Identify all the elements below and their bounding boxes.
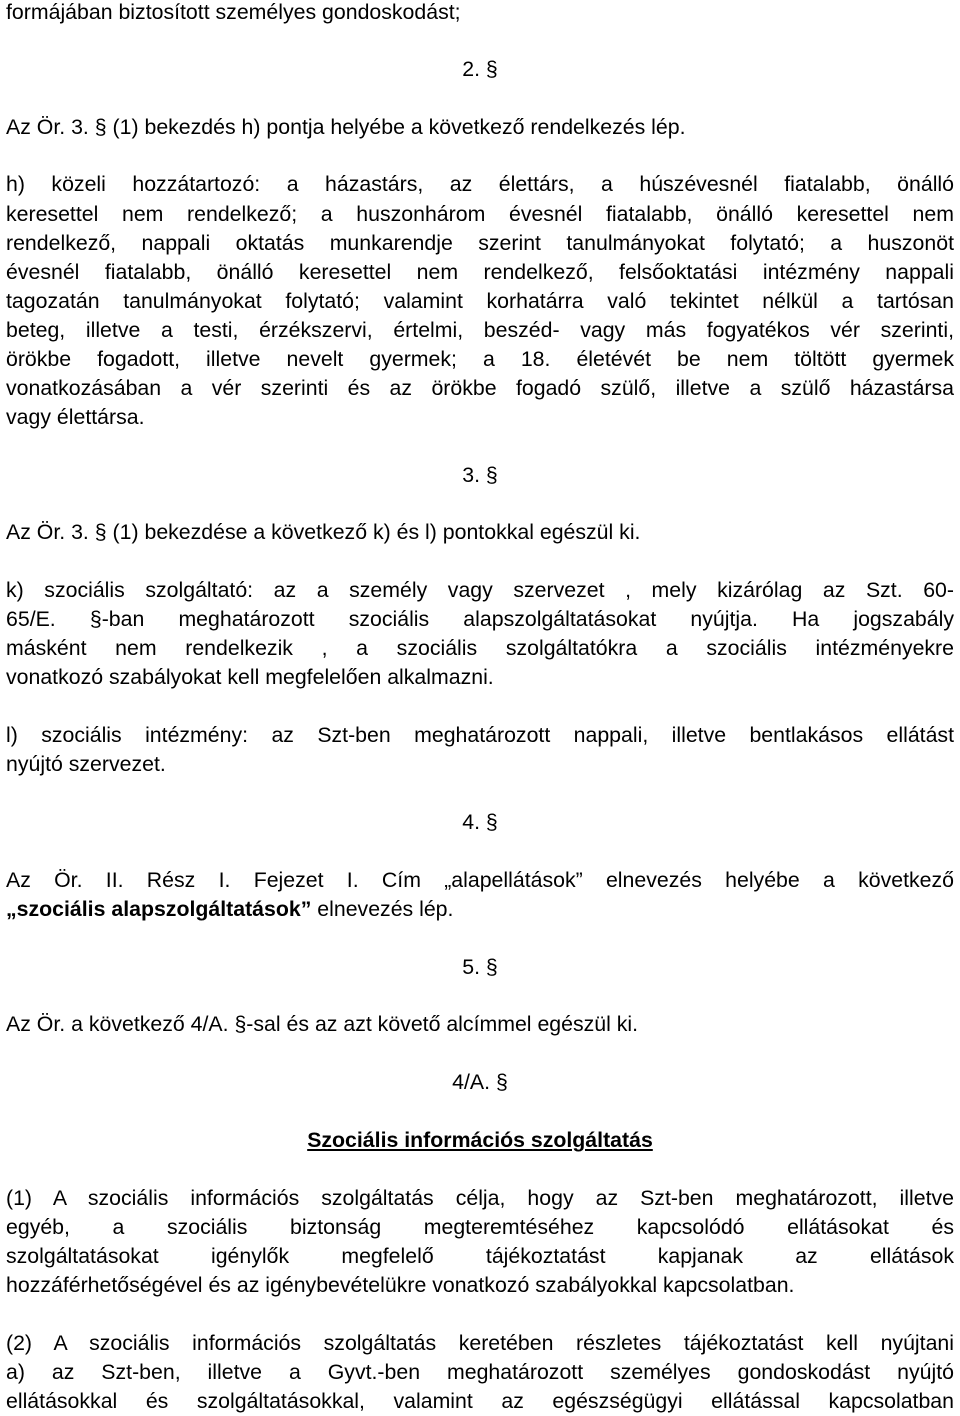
section-4a-heading: 4/A. § xyxy=(452,1070,508,1094)
paragraph-line: évesnél fiatalabb, önálló keresettel nem rendelkező, felsőoktatási intézmény nappali xyxy=(6,260,954,284)
intro-line: formájában biztosított személyes gondoskodást; xyxy=(6,0,461,24)
section-2-heading: 2. § xyxy=(462,57,498,81)
section-3-intro: Az Ör. 3. § (1) bekezdése a következő k) és l) pontokkal egészül ki. xyxy=(6,520,641,544)
paragraph-line: ellátásokkal és szolgáltatásokkal, valamint az egészségügyi ellátással kapcsolatban xyxy=(6,1389,954,1413)
paragraph-line: 65/E. §-ban meghatározott szociális alapszolgáltatásokat nyújtja. Ha jogszabály xyxy=(6,607,954,631)
paragraph-line: másként nem rendelkezik , a szociális szolgáltatókra a szociális intézményekre xyxy=(6,636,954,660)
paragraph-line: vonatkozó szabályokat kell megfelelően alkalmazni. xyxy=(6,665,494,689)
paragraph-line: tagozatán tanulmányokat folytató; valamint korhatárra való tekintet nélkül a tartósan xyxy=(6,289,954,313)
paragraph-line: beteg, illetve a testi, érzékszervi, értelmi, beszéd- vagy más fogyatékos vér szerinti, xyxy=(6,318,954,342)
subtitle: Szociális információs szolgáltatás xyxy=(307,1128,653,1152)
paragraph-line: k) szociális szolgáltató: az a személy vagy szervezet , mely kizárólag az Szt. 60- xyxy=(6,578,954,602)
paragraph-line: hozzáférhetőségével és az igénybevételükre vonatkozó szabályokkal kapcsolatban. xyxy=(6,1273,795,1297)
paragraph-line: nyújtó szervezet. xyxy=(6,752,166,776)
section-2-intro: Az Ör. 3. § (1) bekezdés h) pontja helyébe a következő rendelkezés lép. xyxy=(6,115,686,139)
paragraph-line: (2) A szociális információs szolgáltatás keretében részletes tájékoztatást kell nyújtani xyxy=(6,1331,954,1355)
paragraph-line: h) közeli hozzátartozó: a házastárs, az élettárs, a húszévesnél fiatalabb, önálló xyxy=(6,172,954,196)
paragraph-line: (1) A szociális információs szolgáltatás célja, hogy az Szt-ben meghatározott, illetve xyxy=(6,1186,954,1210)
bold-term: „szociális alapszolgáltatások” xyxy=(6,897,312,921)
section-5-heading: 5. § xyxy=(462,955,498,979)
line-rest: elnevezés lép. xyxy=(311,897,454,921)
paragraph-line: egyéb, a szociális biztonság megteremtéséhez kapcsolódó ellátásokat és xyxy=(6,1215,954,1239)
section-3-heading: 3. § xyxy=(462,463,498,487)
paragraph-line: szolgáltatásokat igénylők megfelelő tájékoztatást kapjanak az ellátások xyxy=(6,1244,954,1268)
paragraph-line: örökbe fogadott, illetve nevelt gyermek; a 18. életévét be nem töltött gyermek xyxy=(6,347,954,371)
paragraph-line: keresettel nem rendelkező; a huszonhárom évesnél fiatalabb, önálló keresettel nem xyxy=(6,202,954,226)
paragraph-line: l) szociális intézmény: az Szt-ben meghatározott nappali, illetve bentlakásos ellátást xyxy=(6,723,954,747)
section-4-heading: 4. § xyxy=(462,810,498,834)
paragraph-line: rendelkező, nappali oktatás munkarendje szerint tanulmányokat folytató; a huszonöt xyxy=(6,231,954,255)
paragraph-line: vagy élettársa. xyxy=(6,405,145,429)
section-4-line-1: Az Ör. II. Rész I. Fejezet I. Cím „alapellátások” elnevezés helyébe a következő xyxy=(6,868,954,892)
paragraph-line: a) az Szt-ben, illetve a Gyvt.-ben meghatározott személyes gondoskodást nyújtó xyxy=(6,1360,954,1384)
section-4-line-2 xyxy=(6,895,954,924)
section-5-intro: Az Ör. a következő 4/A. §-sal és az azt követő alcímmel egészül ki. xyxy=(6,1012,639,1036)
paragraph-line: vonatkozásában a vér szerinti és az örökbe fogadó szülő, illetve a szülő házastársa xyxy=(6,376,954,400)
